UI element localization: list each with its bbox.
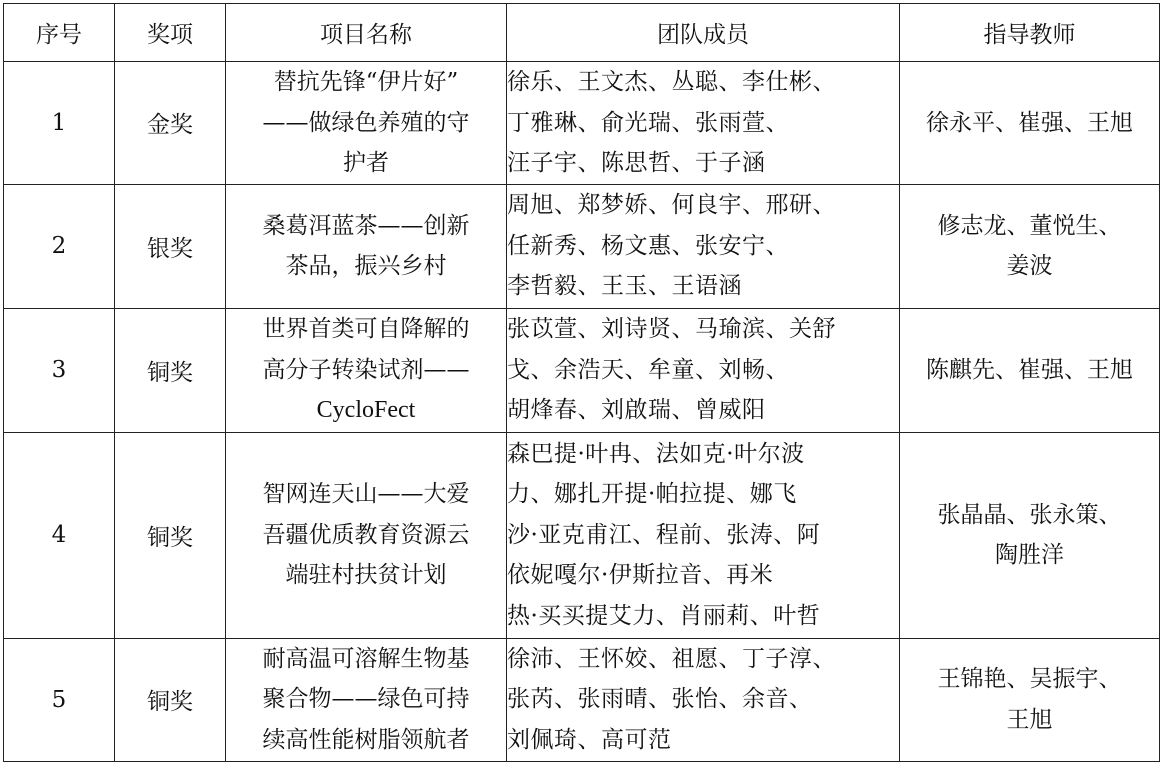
members-line: 力、娜扎开提·帕拉提、娜飞 (507, 481, 797, 508)
row-members (507, 62, 900, 185)
project-line: 替抗先锋“伊片好” (273, 69, 459, 95)
teachers-line: 修志龙、董悦生、 (937, 212, 1122, 239)
members-line: 沙·亚克甫江、程前、张涛、阿 (507, 521, 821, 548)
members-line: 热·买买提艾力、肖丽莉、叶哲 (507, 602, 821, 629)
members-line: 徐乐、王文杰、丛聪、李仕彬、 (507, 69, 836, 95)
header-members: 团队成员 (507, 4, 900, 62)
project-line: 续高性能树脂领航者 (262, 726, 470, 753)
row-project (226, 184, 507, 308)
members-line: 丁雅琳、俞光瑞、张雨萱、 (507, 109, 789, 136)
table-row (4, 638, 1160, 761)
row-index: 5 (4, 638, 115, 761)
header-teachers: 指导教师 (900, 4, 1160, 62)
members-line: 刘佩琦、高可范 (507, 726, 672, 753)
teachers-line: 陈麒先、崔强、王旭 (926, 356, 1133, 383)
members-line: 徐沛、王怀姣、祖愿、丁子淳、 (507, 645, 836, 672)
row-award: 金奖 (115, 62, 226, 185)
row-members (507, 184, 900, 308)
row-project (226, 638, 507, 761)
teachers-line: 王锦艳、吴振宇、 (937, 666, 1122, 692)
teachers-line: 姜波 (1006, 253, 1053, 279)
row-members (507, 432, 900, 638)
table-row (4, 308, 1160, 432)
row-index: 2 (4, 184, 115, 308)
row-award: 银奖 (115, 184, 226, 308)
teachers-line: 徐永平、崔强、王旭 (926, 109, 1133, 136)
row-members (507, 638, 900, 761)
members-line: 汪子宇、陈思哲、于子涵 (507, 150, 766, 176)
table-row (4, 62, 1160, 185)
project-line: ——做绿色养殖的守 (262, 109, 470, 136)
project-line: 护者 (343, 150, 389, 176)
members-line: 张苡萱、刘诗贤、马瑜滨、关舒 (507, 316, 836, 343)
row-project (226, 432, 507, 638)
table-row (4, 184, 1160, 308)
header-row (4, 4, 1160, 62)
members-line: 张芮、张雨晴、张怡、余音、 (507, 686, 813, 713)
members-line: 戈、余浩天、牟童、刘畅、 (507, 356, 789, 383)
row-index: 1 (4, 62, 115, 185)
project-line: 茶品，振兴乡村 (285, 253, 447, 279)
row-teachers (900, 638, 1160, 761)
header-award: 奖项 (115, 4, 226, 62)
table-row (4, 432, 1160, 638)
members-line: 森巴提·叶冉、法如克·叶尔波 (507, 440, 805, 467)
members-line: 胡烽春、刘啟瑞、曾威阳 (507, 397, 766, 424)
row-index: 3 (4, 308, 115, 432)
members-line: 依妮嘎尔·伊斯拉音、再米 (507, 562, 774, 589)
project-line: 端驻村扶贫计划 (285, 562, 447, 589)
members-line: 李哲毅、王玉、王语涵 (507, 273, 742, 300)
awards-table (3, 3, 1160, 762)
members-line: 任新秀、杨文惠、张安宁、 (507, 232, 789, 259)
header-index: 序号 (4, 4, 115, 62)
project-line: CycloFect (316, 397, 416, 424)
row-award: 铜奖 (115, 308, 226, 432)
project-line: 吾疆优质教育资源云 (262, 521, 470, 548)
members-line: 周旭、郑梦娇、何良宇、邢研、 (507, 192, 836, 219)
header-project: 项目名称 (226, 4, 507, 62)
project-line: 聚合物——绿色可持 (262, 686, 470, 713)
row-teachers (900, 432, 1160, 638)
row-teachers (900, 62, 1160, 185)
teachers-line: 王旭 (1006, 706, 1053, 733)
project-line: 高分子转染试剂—— (262, 356, 470, 383)
project-line: 桑葛洱蓝茶——创新 (262, 212, 470, 239)
row-index: 4 (4, 432, 115, 638)
row-teachers (900, 308, 1160, 432)
teachers-line: 陶胜洋 (995, 542, 1064, 568)
row-project (226, 308, 507, 432)
project-line: 世界首类可自降解的 (262, 316, 470, 343)
row-members (507, 308, 900, 432)
teachers-line: 张晶晶、张永策、 (937, 501, 1122, 528)
project-line: 耐高温可溶解生物基 (262, 645, 470, 672)
row-teachers (900, 184, 1160, 308)
row-award: 铜奖 (115, 432, 226, 638)
row-award: 铜奖 (115, 638, 226, 761)
row-project (226, 62, 507, 185)
project-line: 智网连天山——大爱 (262, 481, 470, 508)
